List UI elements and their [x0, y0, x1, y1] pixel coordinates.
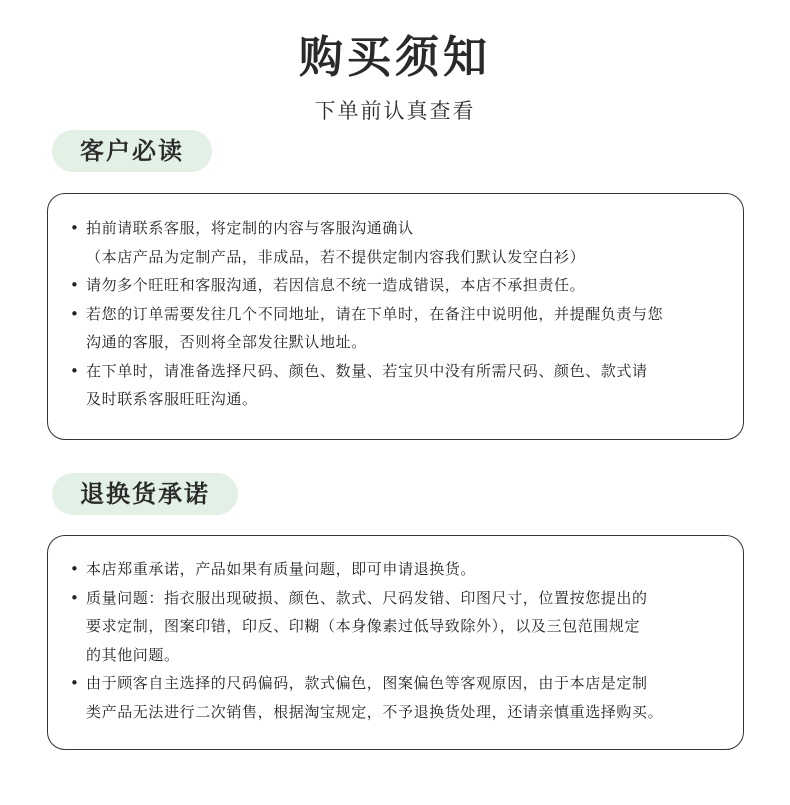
- list-item: [70, 357, 723, 414]
- page-subtitle: 下单前认真查看: [314, 99, 476, 123]
- list-item-text: （本店产品为定制产品，非成品，若不提供定制内容我们默认发空白衫）: [86, 247, 586, 266]
- list-item-text: 若您的订单需要发往几个不同地址，请在下单时，在备注中说明他，并提醒负责与您: [86, 304, 664, 323]
- list-item: [70, 271, 723, 300]
- bullet-icon: •: [70, 674, 80, 692]
- list-item: [70, 300, 723, 357]
- list-item: [70, 584, 723, 670]
- list-item: [70, 214, 723, 271]
- section-heading-return-promise: 退换货承诺: [52, 473, 238, 515]
- list-item-text: 沟通的客服，否则将全部发往默认地址。: [86, 333, 367, 351]
- bullet-icon: •: [70, 588, 80, 607]
- bullet-icon: •: [70, 276, 80, 294]
- bullet-icon: •: [70, 560, 80, 578]
- list-item: [70, 555, 723, 584]
- return-promise-box: [47, 535, 744, 750]
- list-item-text: 及时联系客服旺旺沟通。: [86, 390, 258, 408]
- list-item-text: 拍前请联系客服，将定制的内容与客服沟通确认: [86, 219, 414, 237]
- list-item-text: 质量问题：指衣服出现破损、颜色、款式、尺码发错、印图尺寸，位置按您提出的: [86, 588, 648, 607]
- bullet-icon: •: [70, 304, 80, 323]
- section-heading-customer-must-read: 客户必读: [52, 130, 212, 172]
- page-title: 购买须知: [299, 32, 491, 83]
- list-item-text: 在下单时，请准备选择尺码、颜色、数量、若宝贝中没有所需尺码、颜色、款式请: [86, 361, 648, 380]
- list-item-text: 类产品无法进行二次销售，根据淘宝规定，不予退换货处理，还请亲慎重选择购买。: [86, 702, 664, 721]
- list-item-text: 要求定制，图案印错，印反、印糊（本身像素过低导致除外），以及三包范围规定: [86, 617, 641, 635]
- list-item-text: 的其他问题。: [86, 645, 180, 664]
- list-item-text: 由于顾客自主选择的尺码偏码，款式偏色，图案偏色等客观原因，由于本店是定制: [86, 674, 648, 692]
- bullet-icon: •: [70, 361, 80, 380]
- list-item-text: 请勿多个旺旺和客服沟通，若因信息不统一造成错误，本店不承担责任。: [86, 276, 586, 294]
- list-item: [70, 669, 723, 726]
- customer-must-read-box: [47, 193, 744, 440]
- list-item-text: 本店郑重承诺，产品如果有质量问题，即可申请退换货。: [86, 560, 477, 578]
- bullet-icon: •: [70, 219, 80, 237]
